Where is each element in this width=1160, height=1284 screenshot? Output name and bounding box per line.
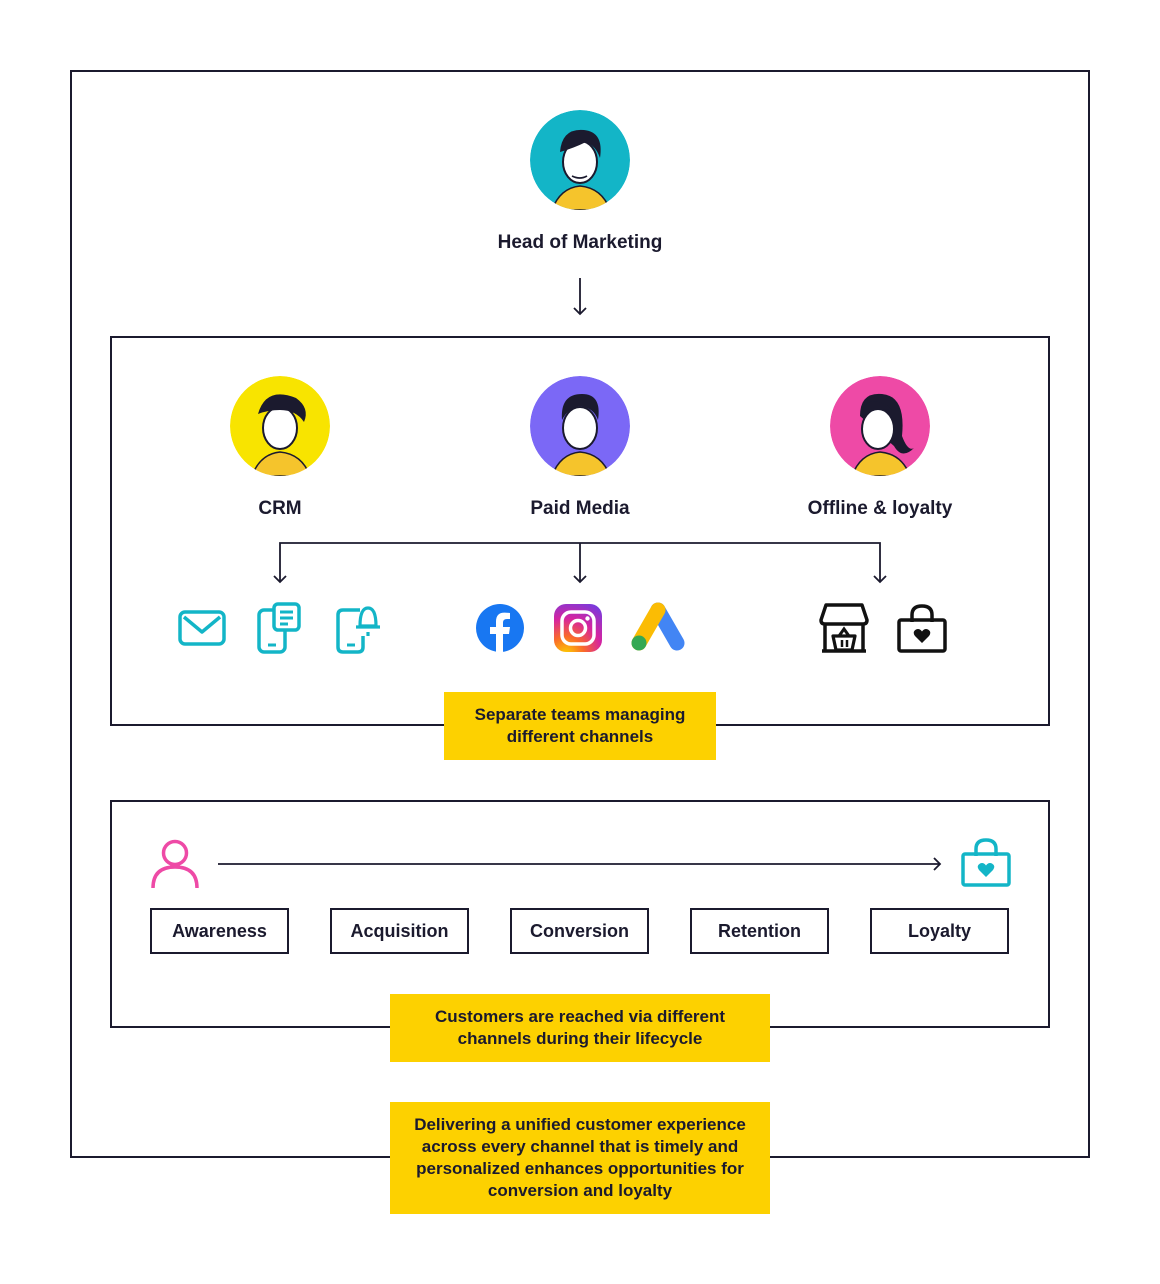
crm-label: CRM <box>258 498 302 519</box>
crm-avatar <box>230 376 330 476</box>
stage-awareness: Awareness <box>150 908 289 954</box>
person-icon <box>150 838 200 890</box>
mobile-message-icon <box>256 602 304 654</box>
head-to-teams-arrow <box>570 278 590 318</box>
stage-loyalty: Loyalty <box>870 908 1009 954</box>
offline-loyalty-label: Offline & loyalty <box>807 498 953 519</box>
unified-experience-note: Delivering a unified customer experience across every channel that is timely and personalized enhances opportunities for conversion and loyalty <box>390 1102 770 1214</box>
store-icon <box>818 602 870 654</box>
team-channel-connectors <box>270 538 890 588</box>
paid-media-label: Paid Media <box>530 498 630 519</box>
paid-media-avatar <box>530 376 630 476</box>
loyalty-bag-icon <box>896 602 948 654</box>
instagram-icon <box>554 604 602 652</box>
stage-retention: Retention <box>690 908 829 954</box>
facebook-icon <box>476 604 524 652</box>
head-of-marketing-label: Head of Marketing <box>497 232 663 253</box>
google-ads-icon <box>630 602 686 652</box>
lifecycle-loyalty-icon <box>960 836 1012 888</box>
stage-conversion: Conversion <box>510 908 649 954</box>
mobile-notification-icon <box>334 602 382 654</box>
separate-teams-note: Separate teams managing different channels <box>444 692 716 760</box>
email-icon <box>178 608 226 648</box>
head-of-marketing-avatar <box>530 110 630 210</box>
offline-loyalty-avatar <box>830 376 930 476</box>
customers-reached-note: Customers are reached via different channels during their lifecycle <box>390 994 770 1062</box>
lifecycle-arrow <box>216 854 946 874</box>
stage-acquisition: Acquisition <box>330 908 469 954</box>
